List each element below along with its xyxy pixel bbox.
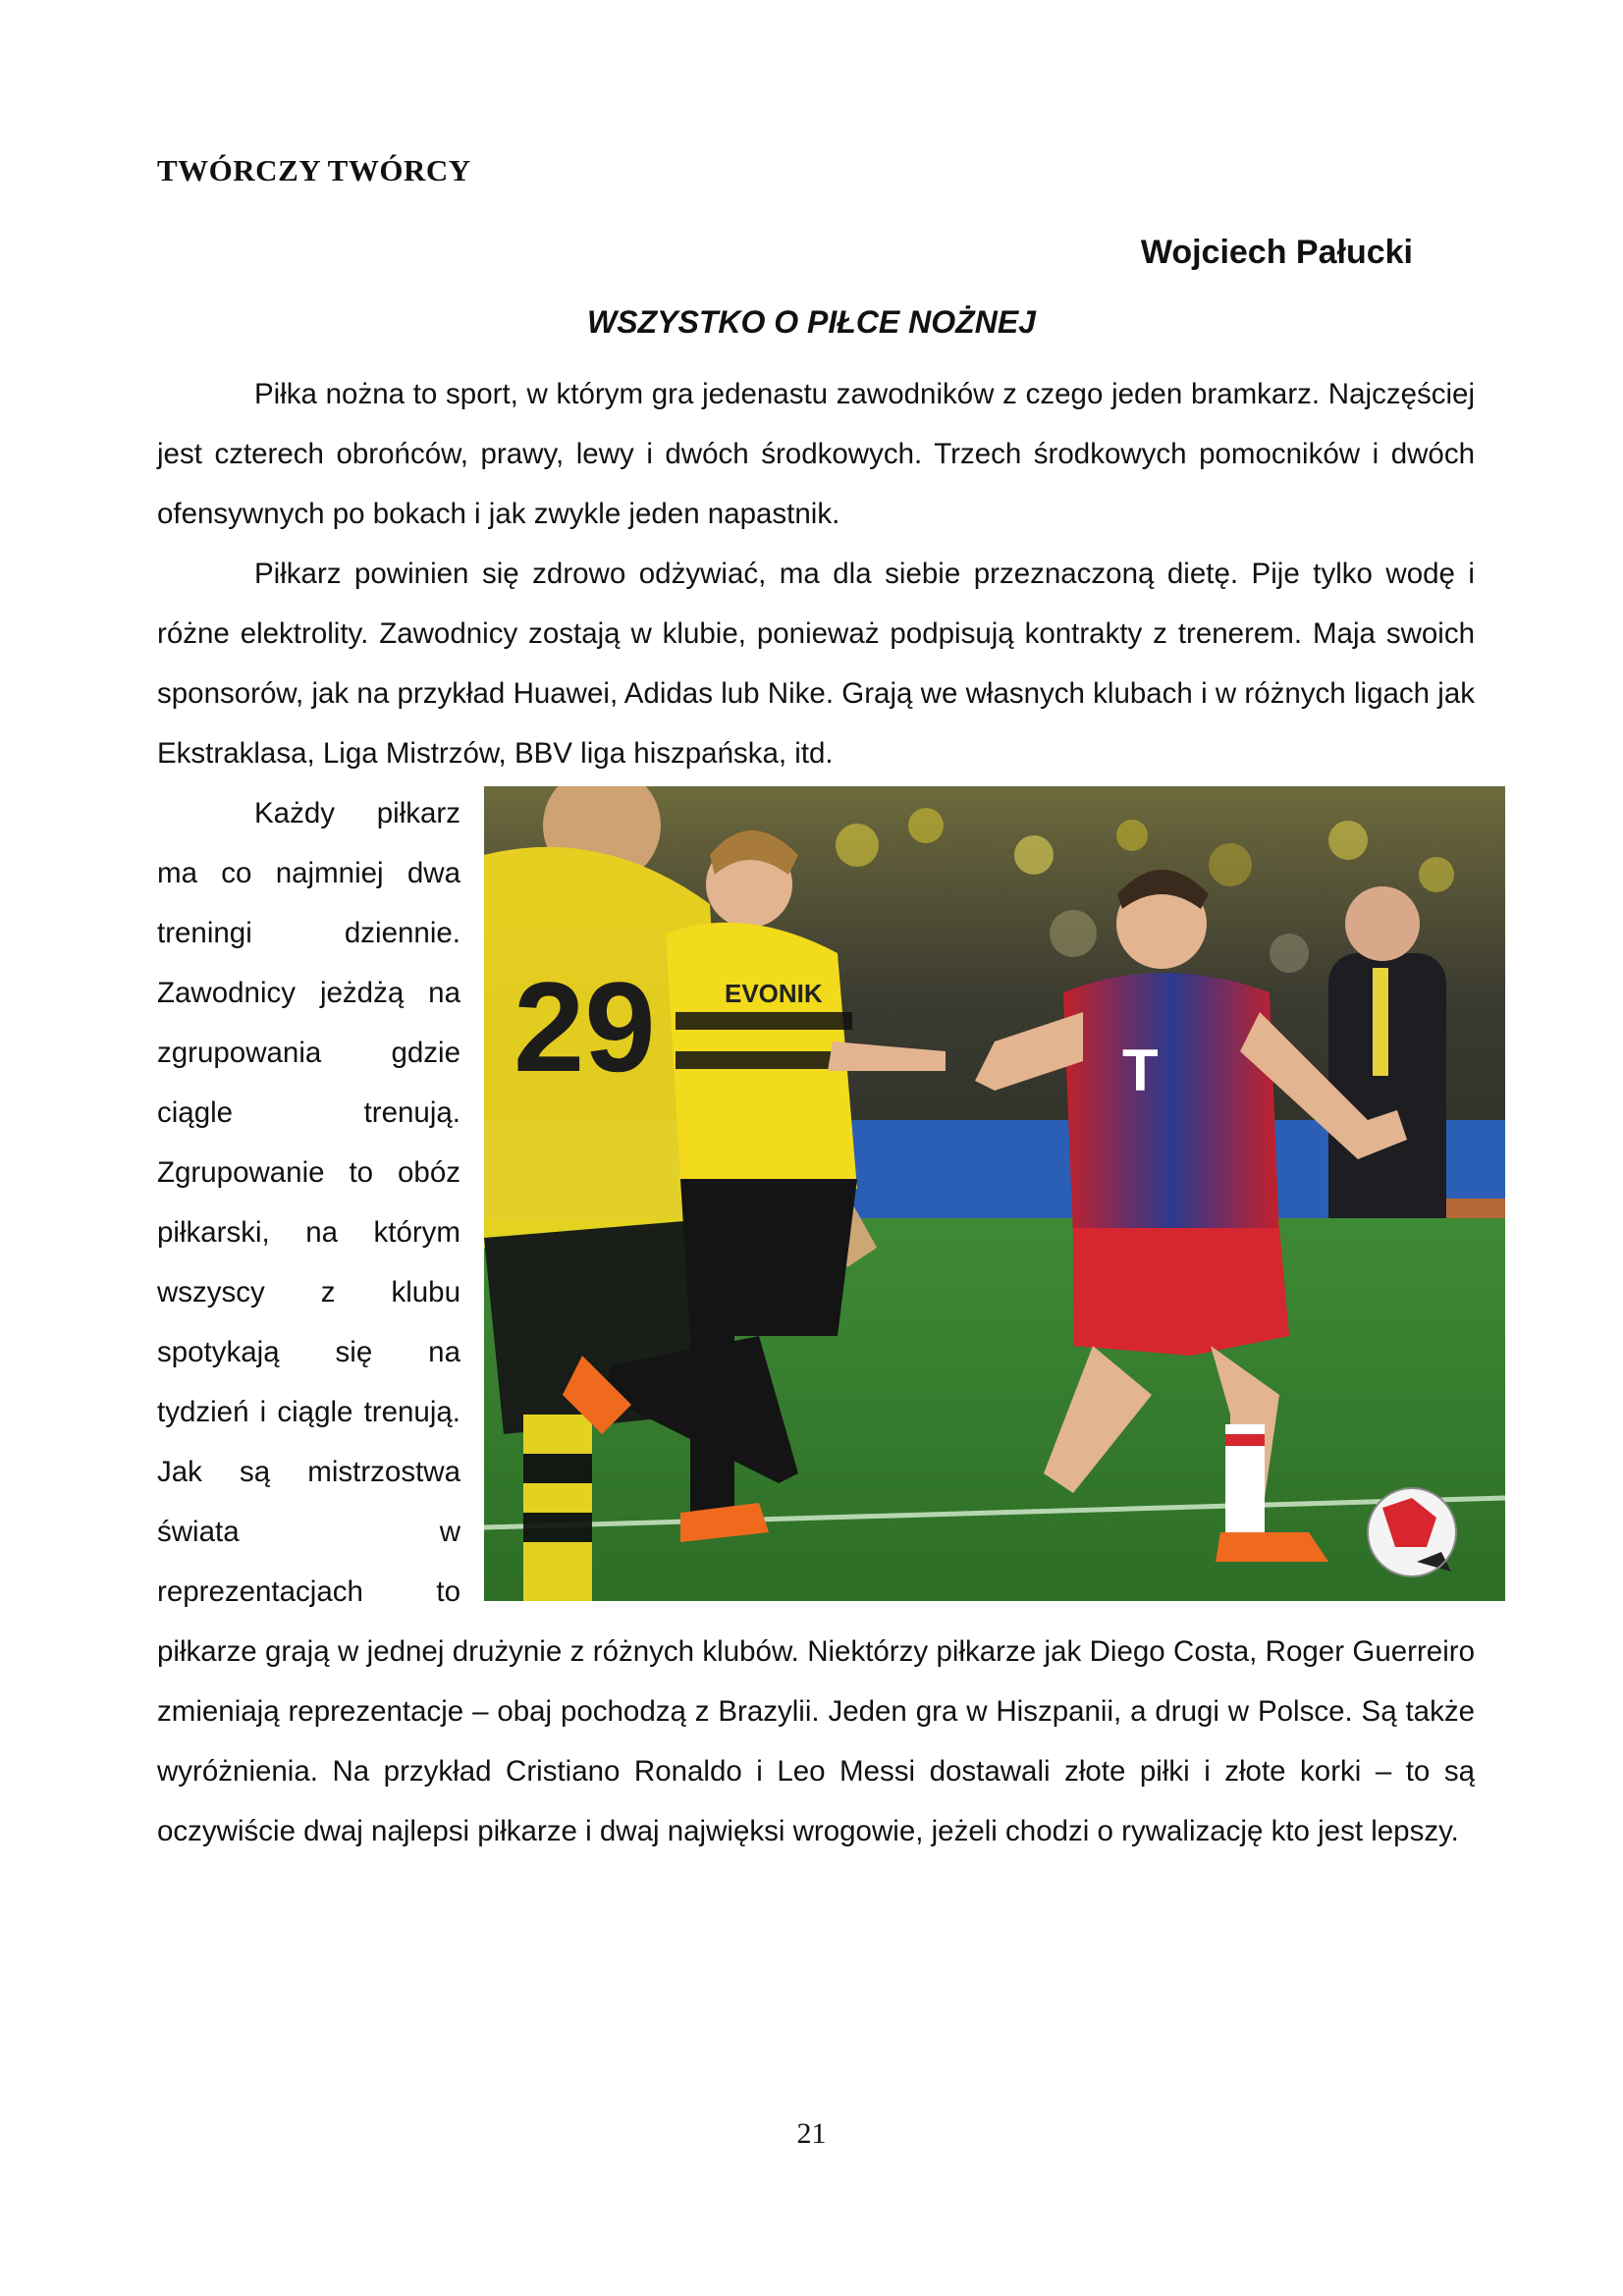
page-number: 21 bbox=[796, 2117, 827, 2150]
paragraph-2: Piłkarz powinien się zdrowo odżywiać, ma dla siebie przeznaczoną dietę. Pije tylko wodę i różne elektrolity. Zawodnicy zostają w klubie, ponieważ podpisują kontrakty z trenerem. Maja swoich sponsorów, jak na przykład Huawei, Adidas lub Nike. Grają we własnych klubach i w różnych ligach jak Ekstraklasa, Liga Mistrzów, BBV liga hiszpańska, itd. bbox=[157, 558, 1475, 770]
sponsor-red: T bbox=[1122, 1038, 1159, 1103]
football-match-photo bbox=[484, 786, 1505, 1601]
article-title: WSZYSTKO O PIŁCE NOŻNEJ bbox=[587, 304, 1036, 340]
paragraph-1: Piłka nożna to sport, w którym gra jedenastu zawodników z czego jeden bramkarz. Najczęściej jest czterech obrońców, prawy, lewy i dwóch środkowych. Trzech środkowych pomocników i dwóch ofensywnych po bokach i jak zwykle jeden napastnik. bbox=[157, 378, 1475, 530]
author-name: Wojciech Pałucki bbox=[1140, 234, 1413, 271]
football-photo-illustration bbox=[484, 786, 1505, 1601]
shirt-number: 29 bbox=[514, 955, 656, 1098]
paragraph-3: Każdy piłkarz ma co najmniej dwa treningi dziennie. Zawodnicy jeżdżą na zgrupowania gdzie ciągle trenują. Zgrupowanie to obóz piłkarski, na którym wszyscy z klubu spotykają się na tydzień i ciągle trenują. Jak są mistrzostwa świata w reprezentacjach to piłkarze grają w jednej drużynie z różnych klubów. Niektórzy piłkarze jak Diego Costa, Roger Guerreiro zmieniają reprezentacje – obaj pochodzą z Brazylii. Jeden gra w Hiszpanii, a drugi w Polsce. Są także wyróżnienia. Na przykład Cristiano Ronaldo i Leo Messi dostawali złote piłki i złote korki – to są oczywiście dwaj najlepsi piłkarze i dwaj najwięksi wrogowie, jeżeli chodzi o rywalizację kto jest lepszy. bbox=[157, 797, 1475, 1847]
section-title: TWÓRCZY TWÓRCY bbox=[157, 153, 471, 187]
sponsor-yellow: EVONIK bbox=[725, 979, 823, 1008]
article-body bbox=[157, 364, 1475, 1861]
football-ball bbox=[1368, 1488, 1456, 1576]
